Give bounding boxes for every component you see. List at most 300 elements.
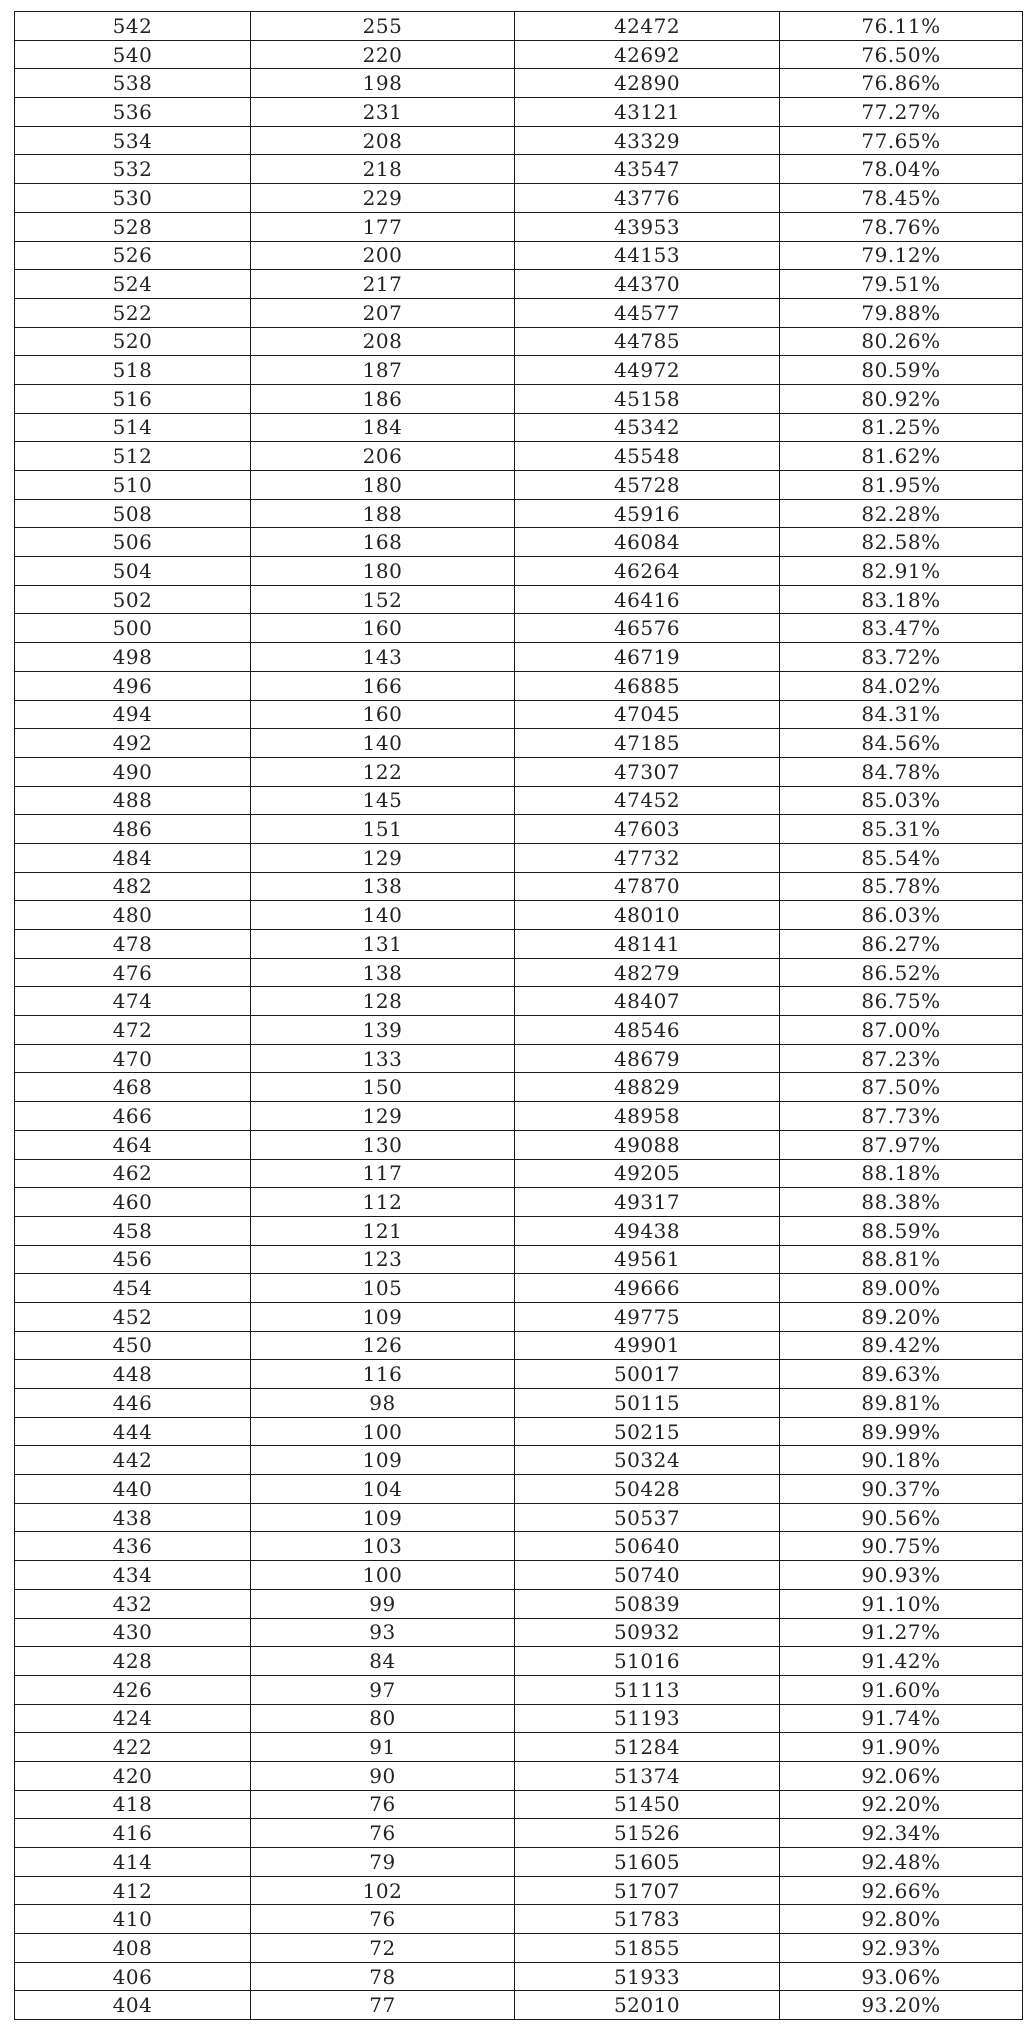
table-row <box>15 958 1023 987</box>
score-cell: 522 <box>15 298 251 327</box>
table-row <box>15 413 1023 442</box>
count-cell: 229 <box>251 184 515 213</box>
cumulative-count-cell: 44153 <box>515 241 780 270</box>
cumulative-count-cell: 49088 <box>515 1130 780 1159</box>
score-cell: 508 <box>15 499 251 528</box>
score-cell: 492 <box>15 729 251 758</box>
score-cell: 540 <box>15 40 251 69</box>
count-cell: 76 <box>251 1790 515 1819</box>
table-row <box>15 98 1023 127</box>
score-cell: 488 <box>15 786 251 815</box>
cumulative-count-cell: 51374 <box>515 1761 780 1790</box>
table-row <box>15 1675 1023 1704</box>
cumulative-percent-cell: 77.27% <box>780 98 1023 127</box>
cumulative-percent-cell: 77.65% <box>780 126 1023 155</box>
cumulative-percent-cell: 80.26% <box>780 327 1023 356</box>
table-row <box>15 241 1023 270</box>
cumulative-count-cell: 46885 <box>515 671 780 700</box>
cumulative-count-cell: 50932 <box>515 1618 780 1647</box>
table-row <box>15 557 1023 586</box>
score-cell: 458 <box>15 1216 251 1245</box>
score-cell: 484 <box>15 843 251 872</box>
table-row <box>15 1274 1023 1303</box>
count-cell: 143 <box>251 643 515 672</box>
cumulative-percent-cell: 91.90% <box>780 1733 1023 1762</box>
table-row <box>15 1216 1023 1245</box>
count-cell: 133 <box>251 1044 515 1073</box>
cumulative-percent-cell: 92.66% <box>780 1876 1023 1905</box>
count-cell: 160 <box>251 614 515 643</box>
cumulative-count-cell: 51783 <box>515 1905 780 1934</box>
cumulative-count-cell: 45728 <box>515 471 780 500</box>
count-cell: 208 <box>251 327 515 356</box>
score-cell: 410 <box>15 1905 251 1934</box>
table-row <box>15 930 1023 959</box>
score-cell: 418 <box>15 1790 251 1819</box>
table-row <box>15 270 1023 299</box>
table-row <box>15 1561 1023 1590</box>
cumulative-percent-cell: 91.74% <box>780 1704 1023 1733</box>
cumulative-percent-cell: 91.10% <box>780 1589 1023 1618</box>
table-row <box>15 1934 1023 1963</box>
table-row <box>15 987 1023 1016</box>
table-row <box>15 1962 1023 1991</box>
score-cell: 510 <box>15 471 251 500</box>
cumulative-percent-cell: 80.92% <box>780 384 1023 413</box>
table-row <box>15 1102 1023 1131</box>
table-row <box>15 1618 1023 1647</box>
cumulative-count-cell: 49775 <box>515 1302 780 1331</box>
table-row <box>15 1188 1023 1217</box>
score-cell: 504 <box>15 557 251 586</box>
table-row <box>15 442 1023 471</box>
cumulative-count-cell: 46416 <box>515 585 780 614</box>
table-row <box>15 1647 1023 1676</box>
cumulative-percent-cell: 85.54% <box>780 843 1023 872</box>
table-row <box>15 614 1023 643</box>
table-row <box>15 1733 1023 1762</box>
count-cell: 98 <box>251 1389 515 1418</box>
count-cell: 112 <box>251 1188 515 1217</box>
cumulative-percent-cell: 82.91% <box>780 557 1023 586</box>
cumulative-percent-cell: 76.50% <box>780 40 1023 69</box>
count-cell: 218 <box>251 155 515 184</box>
count-cell: 207 <box>251 298 515 327</box>
table-row <box>15 786 1023 815</box>
count-cell: 139 <box>251 1016 515 1045</box>
score-cell: 518 <box>15 356 251 385</box>
cumulative-count-cell: 46264 <box>515 557 780 586</box>
cumulative-percent-cell: 87.73% <box>780 1102 1023 1131</box>
count-cell: 186 <box>251 384 515 413</box>
count-cell: 116 <box>251 1360 515 1389</box>
score-cell: 428 <box>15 1647 251 1676</box>
count-cell: 200 <box>251 241 515 270</box>
cumulative-count-cell: 45916 <box>515 499 780 528</box>
cumulative-percent-cell: 91.60% <box>780 1675 1023 1704</box>
cumulative-count-cell: 48407 <box>515 987 780 1016</box>
table-row <box>15 384 1023 413</box>
score-cell: 536 <box>15 98 251 127</box>
cumulative-percent-cell: 81.95% <box>780 471 1023 500</box>
cumulative-percent-cell: 86.03% <box>780 901 1023 930</box>
cumulative-count-cell: 51855 <box>515 1934 780 1963</box>
cumulative-percent-cell: 90.37% <box>780 1475 1023 1504</box>
table-row <box>15 1417 1023 1446</box>
score-cell: 462 <box>15 1159 251 1188</box>
table-row <box>15 1159 1023 1188</box>
table-row <box>15 872 1023 901</box>
count-cell: 104 <box>251 1475 515 1504</box>
table-row <box>15 643 1023 672</box>
table-row <box>15 298 1023 327</box>
count-cell: 184 <box>251 413 515 442</box>
score-cell: 442 <box>15 1446 251 1475</box>
cumulative-count-cell: 44370 <box>515 270 780 299</box>
score-cell: 520 <box>15 327 251 356</box>
count-cell: 140 <box>251 901 515 930</box>
score-cell: 500 <box>15 614 251 643</box>
count-cell: 166 <box>251 671 515 700</box>
cumulative-count-cell: 51933 <box>515 1962 780 1991</box>
score-cell: 526 <box>15 241 251 270</box>
count-cell: 78 <box>251 1962 515 1991</box>
score-cell: 506 <box>15 528 251 557</box>
cumulative-count-cell: 44577 <box>515 298 780 327</box>
count-cell: 206 <box>251 442 515 471</box>
table-row <box>15 356 1023 385</box>
table-row <box>15 729 1023 758</box>
table-row <box>15 700 1023 729</box>
cumulative-percent-cell: 89.63% <box>780 1360 1023 1389</box>
table-row <box>15 1389 1023 1418</box>
count-cell: 217 <box>251 270 515 299</box>
cumulative-percent-cell: 82.58% <box>780 528 1023 557</box>
score-cell: 494 <box>15 700 251 729</box>
count-cell: 152 <box>251 585 515 614</box>
table-row <box>15 1245 1023 1274</box>
cumulative-count-cell: 43953 <box>515 212 780 241</box>
table-body <box>15 12 1023 2020</box>
score-cell: 480 <box>15 901 251 930</box>
table-row <box>15 1073 1023 1102</box>
score-cell: 422 <box>15 1733 251 1762</box>
score-cell: 516 <box>15 384 251 413</box>
score-cell: 468 <box>15 1073 251 1102</box>
count-cell: 80 <box>251 1704 515 1733</box>
count-cell: 130 <box>251 1130 515 1159</box>
cumulative-count-cell: 47185 <box>515 729 780 758</box>
count-cell: 117 <box>251 1159 515 1188</box>
count-cell: 220 <box>251 40 515 69</box>
cumulative-count-cell: 49205 <box>515 1159 780 1188</box>
cumulative-percent-cell: 83.18% <box>780 585 1023 614</box>
cumulative-percent-cell: 90.75% <box>780 1532 1023 1561</box>
cumulative-percent-cell: 80.59% <box>780 356 1023 385</box>
count-cell: 105 <box>251 1274 515 1303</box>
score-cell: 482 <box>15 872 251 901</box>
cumulative-count-cell: 49438 <box>515 1216 780 1245</box>
cumulative-count-cell: 51113 <box>515 1675 780 1704</box>
cumulative-percent-cell: 92.20% <box>780 1790 1023 1819</box>
cumulative-percent-cell: 90.18% <box>780 1446 1023 1475</box>
cumulative-percent-cell: 92.93% <box>780 1934 1023 1963</box>
count-cell: 99 <box>251 1589 515 1618</box>
score-cell: 420 <box>15 1761 251 1790</box>
table-row <box>15 12 1023 41</box>
score-cell: 452 <box>15 1302 251 1331</box>
score-cell: 486 <box>15 815 251 844</box>
score-distribution-table <box>14 11 1023 2020</box>
cumulative-count-cell: 48279 <box>515 958 780 987</box>
count-cell: 121 <box>251 1216 515 1245</box>
cumulative-count-cell: 50115 <box>515 1389 780 1418</box>
table-row <box>15 1589 1023 1618</box>
score-cell: 496 <box>15 671 251 700</box>
table-row <box>15 40 1023 69</box>
table-row <box>15 901 1023 930</box>
count-cell: 131 <box>251 930 515 959</box>
score-cell: 450 <box>15 1331 251 1360</box>
cumulative-percent-cell: 84.31% <box>780 700 1023 729</box>
cumulative-count-cell: 46576 <box>515 614 780 643</box>
score-cell: 490 <box>15 757 251 786</box>
score-cell: 406 <box>15 1962 251 1991</box>
score-cell: 530 <box>15 184 251 213</box>
cumulative-count-cell: 51526 <box>515 1819 780 1848</box>
score-cell: 430 <box>15 1618 251 1647</box>
table-row <box>15 499 1023 528</box>
score-cell: 412 <box>15 1876 251 1905</box>
cumulative-percent-cell: 85.78% <box>780 872 1023 901</box>
count-cell: 180 <box>251 557 515 586</box>
count-cell: 180 <box>251 471 515 500</box>
table-row <box>15 1475 1023 1504</box>
score-cell: 454 <box>15 1274 251 1303</box>
cumulative-count-cell: 50215 <box>515 1417 780 1446</box>
table-row <box>15 528 1023 557</box>
cumulative-count-cell: 51707 <box>515 1876 780 1905</box>
cumulative-percent-cell: 78.45% <box>780 184 1023 213</box>
cumulative-percent-cell: 87.50% <box>780 1073 1023 1102</box>
cumulative-percent-cell: 79.88% <box>780 298 1023 327</box>
count-cell: 102 <box>251 1876 515 1905</box>
table-row <box>15 126 1023 155</box>
cumulative-count-cell: 47452 <box>515 786 780 815</box>
count-cell: 177 <box>251 212 515 241</box>
table-row <box>15 1876 1023 1905</box>
cumulative-count-cell: 44785 <box>515 327 780 356</box>
count-cell: 97 <box>251 1675 515 1704</box>
score-cell: 456 <box>15 1245 251 1274</box>
table-row <box>15 1331 1023 1360</box>
table-row <box>15 69 1023 98</box>
score-cell: 474 <box>15 987 251 1016</box>
table-row <box>15 1130 1023 1159</box>
table-row <box>15 1503 1023 1532</box>
cumulative-count-cell: 43547 <box>515 155 780 184</box>
table-row <box>15 1790 1023 1819</box>
cumulative-percent-cell: 87.97% <box>780 1130 1023 1159</box>
table-row <box>15 1991 1023 2020</box>
count-cell: 77 <box>251 1991 515 2020</box>
count-cell: 129 <box>251 1102 515 1131</box>
cumulative-count-cell: 48141 <box>515 930 780 959</box>
count-cell: 126 <box>251 1331 515 1360</box>
score-cell: 524 <box>15 270 251 299</box>
table-row <box>15 212 1023 241</box>
count-cell: 100 <box>251 1417 515 1446</box>
cumulative-count-cell: 48010 <box>515 901 780 930</box>
score-cell: 512 <box>15 442 251 471</box>
cumulative-count-cell: 45158 <box>515 384 780 413</box>
table-row <box>15 1360 1023 1389</box>
cumulative-count-cell: 45548 <box>515 442 780 471</box>
table-row <box>15 671 1023 700</box>
cumulative-count-cell: 49317 <box>515 1188 780 1217</box>
cumulative-count-cell: 42472 <box>515 12 780 41</box>
count-cell: 187 <box>251 356 515 385</box>
cumulative-percent-cell: 86.27% <box>780 930 1023 959</box>
count-cell: 128 <box>251 987 515 1016</box>
count-cell: 72 <box>251 1934 515 1963</box>
cumulative-percent-cell: 84.78% <box>780 757 1023 786</box>
score-cell: 416 <box>15 1819 251 1848</box>
cumulative-percent-cell: 82.28% <box>780 499 1023 528</box>
cumulative-count-cell: 43776 <box>515 184 780 213</box>
score-cell: 472 <box>15 1016 251 1045</box>
score-cell: 438 <box>15 1503 251 1532</box>
score-cell: 478 <box>15 930 251 959</box>
cumulative-percent-cell: 84.02% <box>780 671 1023 700</box>
cumulative-count-cell: 50017 <box>515 1360 780 1389</box>
count-cell: 109 <box>251 1302 515 1331</box>
count-cell: 150 <box>251 1073 515 1102</box>
cumulative-count-cell: 51605 <box>515 1848 780 1877</box>
cumulative-count-cell: 51016 <box>515 1647 780 1676</box>
cumulative-count-cell: 50640 <box>515 1532 780 1561</box>
score-cell: 446 <box>15 1389 251 1418</box>
score-cell: 434 <box>15 1561 251 1590</box>
score-cell: 444 <box>15 1417 251 1446</box>
count-cell: 76 <box>251 1905 515 1934</box>
cumulative-percent-cell: 83.47% <box>780 614 1023 643</box>
cumulative-count-cell: 50324 <box>515 1446 780 1475</box>
cumulative-count-cell: 48546 <box>515 1016 780 1045</box>
cumulative-percent-cell: 83.72% <box>780 643 1023 672</box>
cumulative-count-cell: 46084 <box>515 528 780 557</box>
count-cell: 79 <box>251 1848 515 1877</box>
cumulative-percent-cell: 86.75% <box>780 987 1023 1016</box>
table-row <box>15 757 1023 786</box>
score-cell: 532 <box>15 155 251 184</box>
cumulative-count-cell: 47603 <box>515 815 780 844</box>
cumulative-count-cell: 47045 <box>515 700 780 729</box>
score-cell: 414 <box>15 1848 251 1877</box>
score-cell: 436 <box>15 1532 251 1561</box>
cumulative-count-cell: 44972 <box>515 356 780 385</box>
score-cell: 528 <box>15 212 251 241</box>
score-cell: 426 <box>15 1675 251 1704</box>
cumulative-percent-cell: 93.06% <box>780 1962 1023 1991</box>
count-cell: 208 <box>251 126 515 155</box>
cumulative-percent-cell: 81.25% <box>780 413 1023 442</box>
count-cell: 168 <box>251 528 515 557</box>
count-cell: 138 <box>251 872 515 901</box>
cumulative-count-cell: 47732 <box>515 843 780 872</box>
cumulative-percent-cell: 85.31% <box>780 815 1023 844</box>
count-cell: 138 <box>251 958 515 987</box>
cumulative-percent-cell: 81.62% <box>780 442 1023 471</box>
cumulative-percent-cell: 92.06% <box>780 1761 1023 1790</box>
cumulative-percent-cell: 76.86% <box>780 69 1023 98</box>
cumulative-percent-cell: 86.52% <box>780 958 1023 987</box>
count-cell: 76 <box>251 1819 515 1848</box>
table-row <box>15 184 1023 213</box>
table-row <box>15 1905 1023 1934</box>
cumulative-count-cell: 47307 <box>515 757 780 786</box>
cumulative-count-cell: 50537 <box>515 1503 780 1532</box>
count-cell: 103 <box>251 1532 515 1561</box>
cumulative-count-cell: 42890 <box>515 69 780 98</box>
cumulative-percent-cell: 88.18% <box>780 1159 1023 1188</box>
cumulative-percent-cell: 91.27% <box>780 1618 1023 1647</box>
count-cell: 140 <box>251 729 515 758</box>
cumulative-count-cell: 42692 <box>515 40 780 69</box>
table-row <box>15 1761 1023 1790</box>
score-cell: 542 <box>15 12 251 41</box>
cumulative-percent-cell: 92.48% <box>780 1848 1023 1877</box>
cumulative-count-cell: 48679 <box>515 1044 780 1073</box>
table-row <box>15 1848 1023 1877</box>
cumulative-percent-cell: 87.00% <box>780 1016 1023 1045</box>
count-cell: 100 <box>251 1561 515 1590</box>
score-table-container <box>14 11 1022 2020</box>
table-row <box>15 843 1023 872</box>
table-row <box>15 815 1023 844</box>
cumulative-percent-cell: 91.42% <box>780 1647 1023 1676</box>
cumulative-count-cell: 43329 <box>515 126 780 155</box>
count-cell: 255 <box>251 12 515 41</box>
cumulative-percent-cell: 88.59% <box>780 1216 1023 1245</box>
score-cell: 514 <box>15 413 251 442</box>
cumulative-count-cell: 48829 <box>515 1073 780 1102</box>
cumulative-percent-cell: 89.20% <box>780 1302 1023 1331</box>
count-cell: 84 <box>251 1647 515 1676</box>
cumulative-count-cell: 50839 <box>515 1589 780 1618</box>
count-cell: 90 <box>251 1761 515 1790</box>
score-cell: 476 <box>15 958 251 987</box>
cumulative-count-cell: 51193 <box>515 1704 780 1733</box>
table-row <box>15 1446 1023 1475</box>
score-cell: 534 <box>15 126 251 155</box>
cumulative-percent-cell: 79.51% <box>780 270 1023 299</box>
table-row <box>15 155 1023 184</box>
count-cell: 231 <box>251 98 515 127</box>
cumulative-count-cell: 49666 <box>515 1274 780 1303</box>
table-row <box>15 1302 1023 1331</box>
cumulative-count-cell: 51284 <box>515 1733 780 1762</box>
cumulative-percent-cell: 89.42% <box>780 1331 1023 1360</box>
cumulative-percent-cell: 89.81% <box>780 1389 1023 1418</box>
cumulative-count-cell: 50740 <box>515 1561 780 1590</box>
cumulative-percent-cell: 88.81% <box>780 1245 1023 1274</box>
cumulative-percent-cell: 87.23% <box>780 1044 1023 1073</box>
cumulative-percent-cell: 85.03% <box>780 786 1023 815</box>
score-cell: 424 <box>15 1704 251 1733</box>
count-cell: 109 <box>251 1446 515 1475</box>
score-cell: 440 <box>15 1475 251 1504</box>
